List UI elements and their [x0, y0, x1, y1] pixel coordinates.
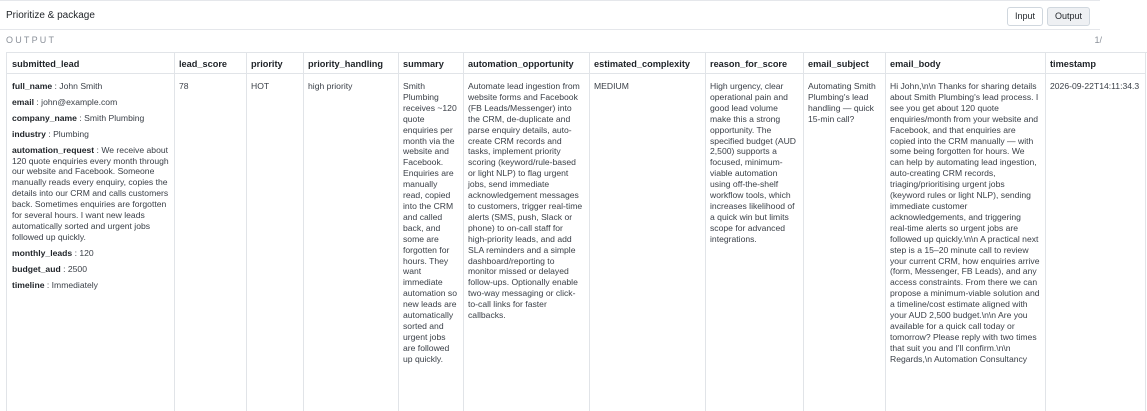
- field-full-name: full_name : John Smith: [12, 81, 103, 91]
- column-timestamp: [1045, 53, 1146, 411]
- column-header: priority: [246, 53, 303, 74]
- column-header: timestamp: [1045, 53, 1145, 74]
- field-budget-aud: budget_aud : 2500: [12, 263, 87, 274]
- estimated-complexity-cell: MEDIUM: [594, 81, 629, 91]
- email-body-cell: Hi John,\n\n Thanks for sharing details about Smith Plumbing's lead process. I see you get about 120 quote enquiries/month from your website and Facebook, and that enquiries are copied into the CRM manually — with some being forgotten for hours. We can help by automating lead ingestion, auto-creating CRM records, triaging/prioritising urgent jobs (keyword rules or light NLP), sending immediate customer acknowledgements, and triggering real-time alerts so urgent jobs are followed up quickly.\n\n A practical next step is a 15–20 minute call to review your current CRM, how enquiries arrive (form, Messenger, FB Leads), and any access constraints. From there we can propose a minimum-viable solution and a timeline/cost estimate aligned with your AUD 2,500 budget.\n\n Are you available for a quick call today or tomorrow? Please reply with two times that suit you and I'll confirm.\n\n Regards,\n Automation Consultancy: [890, 81, 1040, 364]
- column-header: summary: [398, 53, 463, 74]
- priority-handling-cell: high priority: [308, 81, 353, 91]
- column-priority-handling: [303, 53, 399, 411]
- section-label: OUTPUT: [6, 35, 57, 45]
- field-automation-request: automation_request : We receive about 120 quote enquiries every month through our website and Facebook. Someone manually reads every enquiry, copies the details into our CRM and calls customers back. Sometimes enquiries are forgotten for several hours. I want new leads automatically sorted and urgent jobs followed up quickly.: [12, 144, 169, 242]
- record-counter: 1/: [1094, 35, 1102, 45]
- column-header: reason_for_score: [705, 53, 803, 74]
- column-header: submitted_lead: [7, 53, 174, 74]
- tab-output[interactable]: Output: [1047, 7, 1090, 26]
- field-company-name: company_name : Smith Plumbing: [12, 112, 145, 123]
- column-header: estimated_complexity: [589, 53, 705, 74]
- field-email: email : john@example.com: [12, 96, 118, 107]
- column-lead-score: [174, 53, 247, 411]
- panel-header: [0, 0, 1100, 30]
- lead-score-cell: 78: [179, 81, 189, 91]
- output-table: [6, 52, 1147, 411]
- tab-input[interactable]: Input: [1007, 7, 1043, 26]
- column-header: priority_handling: [303, 53, 398, 74]
- column-header: email_body: [885, 53, 1045, 74]
- column-email-body: [885, 53, 1046, 411]
- submitted-lead-cell: [7, 75, 174, 296]
- column-header: lead_score: [174, 53, 246, 74]
- reason-for-score-cell: High urgency, clear operational pain and good lead volume make this a strong opportunity. The specified budget (AUD 2,500) supports a focused, minimum-viable automation using off-the-shelf workflow tools, which increases likelihood of a quick win but limits scope for advanced integrations.: [710, 81, 796, 244]
- timestamp-cell: 2026-09-22T14:11:34.3: [1050, 81, 1140, 91]
- field-timeline: timeline : Immediately: [12, 279, 98, 290]
- column-header: automation_opportunity: [463, 53, 589, 74]
- column-submitted-lead: [7, 53, 175, 411]
- field-industry: industry : Plumbing: [12, 128, 89, 139]
- priority-cell: HOT: [251, 81, 270, 91]
- view-tabs: [1007, 7, 1090, 26]
- column-priority: [246, 53, 304, 411]
- email-subject-cell: Automating Smith Plumbing's lead handling — quick 15-min call?: [808, 81, 876, 124]
- column-summary: [398, 53, 464, 411]
- column-estimated-complexity: [589, 53, 706, 411]
- panel-title: Prioritize & package: [6, 10, 95, 21]
- field-monthly-leads: monthly_leads : 120: [12, 247, 94, 258]
- summary-cell: Smith Plumbing receives ~120 quote enquiries per month via the website and Facebook. Enquiries are manually read, copied into the CRM and called back, and some are forgotten for hours. They want immediate automation so new leads are automatically sorted and urgent jobs are followed up quickly.: [403, 81, 457, 364]
- column-email-subject: [803, 53, 886, 411]
- column-automation-opportunity: [463, 53, 590, 411]
- column-header: email_subject: [803, 53, 885, 74]
- automation-opportunity-cell: Automate lead ingestion from website forms and Facebook (FB Leads/Messenger) into the CRM, de-duplicate and parse enquiry details, auto-create CRM records and tasks, implement priority scoring (keyword/rule-based or light NLP) to flag urgent jobs, send immediate acknowledgement messages to customers, trigger real-time alerts (SMS, push, Slack or phone) to on-call staff for high-priority leads, and add SLA reminders and a simple dashboard/reporting to monitor missed or delayed follow-ups. Optionally enable two-way messaging or click-to-call links for faster callbacks.: [468, 81, 583, 321]
- column-reason-for-score: [705, 53, 804, 411]
